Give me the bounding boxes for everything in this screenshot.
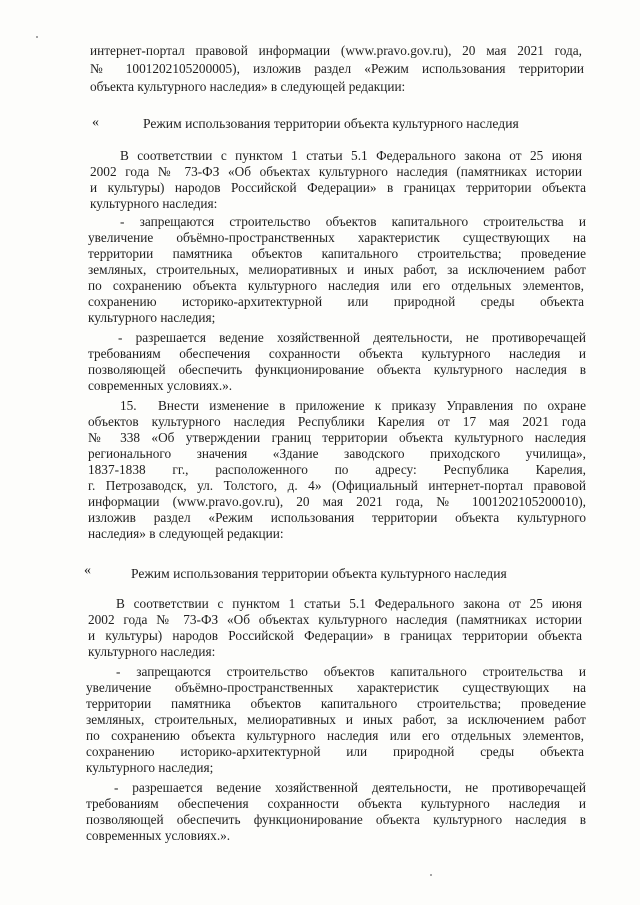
paragraph-line: - запрещаются строительство объектов капитального строительства и	[116, 664, 586, 679]
paragraph-line: - запрещаются строительство объектов капитального строительства и	[120, 214, 586, 229]
paragraph-line: земляных, строительных, мелиоративных и иных работ, за исключением работ	[86, 712, 586, 727]
paragraph-line: - разрешается ведение хозяйственной деятельности, не противоречащей	[118, 330, 586, 345]
paragraph-line: и культуры) народов Российской Федерации» в границах территории объекта	[88, 628, 582, 643]
paragraph-line: сохранению историко-архитектурной или природной среды объекта	[86, 744, 584, 759]
paragraph-line: территории памятника объектов капитального строительства; проведение	[86, 696, 586, 711]
paragraph-line: современных условиях.».	[88, 378, 233, 393]
item-line: регионального значения «Здание заводского приходского училища»,	[88, 446, 586, 461]
scan-speck	[36, 36, 38, 38]
paragraph-line: требованиям обеспечения сохранности объекта культурного наследия и	[88, 346, 586, 361]
item-line: № 338 «Об утверждении границ территории объекта культурного наследия	[88, 430, 586, 445]
paragraph-line: В соответствии с пунктом 1 статьи 5.1 Федерального закона от 25 июня	[120, 148, 582, 163]
paragraph-line: 2002 года № 73-ФЗ «Об объектах культурного наследия (памятниках истории	[88, 612, 582, 627]
item-line: 1837-1838 гг., расположенного по адресу: Республика Карелия,	[88, 462, 586, 477]
item-line: г. Петрозаводск, ул. Толстого, д. 4» (Официальный интернет-портал правовой	[88, 478, 586, 493]
paragraph-line: культурного наследия:	[88, 644, 216, 659]
paragraph-line: и культуры) народов Российской Федерации» в границах территории объекта	[90, 180, 586, 195]
paragraph-line: земляных, строительных, мелиоративных и иных работ, за исключением работ	[88, 262, 586, 277]
item-line: изложив раздел «Режим использования территории объекта культурного	[88, 510, 586, 525]
intro-line: интернет-портал правовой информации (www.pravo.gov.ru), 20 мая 2021 года,	[90, 43, 582, 58]
paragraph-line: по сохранению объекта культурного наследия или его отдельных элементов,	[86, 728, 584, 743]
paragraph-line: современных условиях.».	[86, 828, 231, 843]
paragraph-line: по сохранению объекта культурного наследия или его отдельных элементов,	[88, 278, 584, 293]
intro-line: № 1001202105200005), изложив раздел «Режим использования территории	[90, 61, 584, 76]
paragraph-line: 2002 года № 73-ФЗ «Об объектах культурного наследия (памятниках истории	[90, 164, 582, 179]
paragraph-line: позволяющей обеспечить функционирование объекта культурного наследия в	[86, 812, 586, 827]
scan-speck	[430, 874, 432, 876]
paragraph-line: увеличение объёмно-пространственных характеристик существующих на	[86, 680, 586, 695]
paragraph-line: требованиям обеспечения сохранности объекта культурного наследия и	[86, 796, 586, 811]
opening-quote-mark: «	[84, 563, 91, 578]
item-line: информации (www.pravo.gov.ru), 20 мая 2021 года, № 1001202105200010),	[88, 494, 586, 509]
section-heading: Режим использования территории объекта культурного наследия	[143, 116, 519, 131]
intro-line: объекта культурного наследия» в следующей редакции:	[90, 79, 406, 94]
paragraph-line: культурного наследия;	[86, 760, 214, 775]
item-number: 15.	[120, 398, 137, 413]
paragraph-line: территории памятника объектов капитального строительства; проведение	[88, 246, 586, 261]
section-heading: Режим использования территории объекта культурного наследия	[131, 566, 507, 581]
paragraph-line: сохранению историко-архитектурной или природной среды объекта	[88, 294, 584, 309]
item-line: наследия» в следующей редакции:	[88, 526, 284, 541]
paragraph-line: - разрешается ведение хозяйственной деятельности, не противоречащей	[114, 780, 586, 795]
paragraph-line: культурного наследия:	[90, 196, 218, 211]
opening-quote-mark: «	[92, 115, 99, 130]
paragraph-line: увеличение объёмно-пространственных характеристик существующих на	[88, 230, 586, 245]
paragraph-line: позволяющей обеспечить функционирование объекта культурного наследия в	[88, 362, 586, 377]
item-line: объектов культурного наследия Республики Карелия от 17 мая 2021 года	[88, 414, 586, 429]
item-line: Внести изменение в приложение к приказу Управления по охране	[158, 398, 586, 413]
paragraph-line: В соответствии с пунктом 1 статьи 5.1 Федерального закона от 25 июня	[116, 596, 582, 611]
paragraph-line: культурного наследия;	[88, 310, 216, 325]
